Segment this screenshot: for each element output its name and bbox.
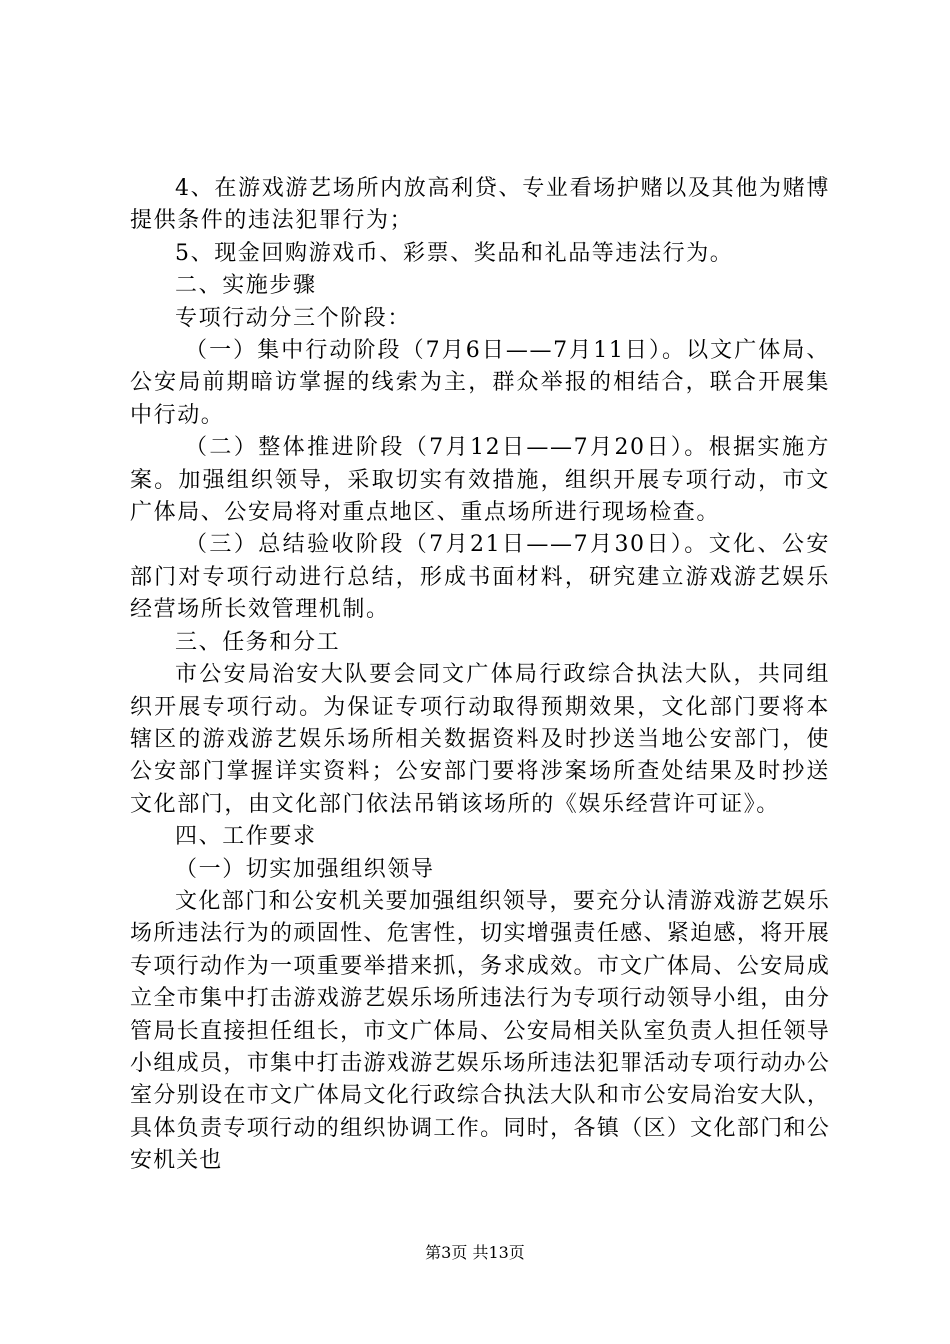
paragraph-stage-one: （一）集中行动阶段（7月6日——7月11日）。以文广体局、公安局前期暗访掌握的线索为主，群众举报的相结合，联合开展集中行动。 bbox=[130, 338, 830, 428]
section-heading-implementation-steps: 二、实施步骤 bbox=[175, 273, 317, 299]
section-heading-work-requirements: 四、工作要求 bbox=[175, 824, 317, 850]
page-number-footer: 第3页 共13页 bbox=[425, 1243, 525, 1262]
paragraph-organization: 文化部门和公安机关要加强组织领导，要充分认清游戏游艺娱乐场所违法行为的顽固性、危害性，切实增强责任感、紧迫感，将开展专项行动作为一项重要举措来抓，务求成效。市文广体局、公安局成立全市集中打击游戏游艺娱乐场所违法行为专项行动领导小组，由分管局长直接担任组长，市文广体局、公安局相关队室负责人担任领导小组成员，市集中打击游戏游艺娱乐场所违法犯罪活动专项行动办公室分别设在市文广体局文化行政综合执法大队和市公安局治安大队，具体负责专项行动的组织协调工作。同时，各镇（区）文化部门和公安机关也 bbox=[130, 888, 830, 1174]
paragraph-three-stages: 专项行动分三个阶段： bbox=[175, 305, 412, 331]
section-heading-tasks: 三、任务和分工 bbox=[175, 629, 341, 655]
subheading-organization: （一）切实加强组织领导 bbox=[175, 856, 435, 882]
paragraph-item-5: 5、现金回购游戏币、彩票、奖品和礼品等违法行为。 bbox=[175, 240, 734, 266]
document-body bbox=[130, 173, 830, 1178]
paragraph-stage-two: （二）整体推进阶段（7月12日——7月20日）。根据实施方案。加强组织领导，采取切实有效措施，组织开展专项行动，市文广体局、公安局将对重点地区、重点场所进行现场检查。 bbox=[130, 435, 830, 526]
paragraph-stage-three: （三）总结验收阶段（7月21日——7月30日）。文化、公安部门对专项行动进行总结，形成书面材料，研究建立游戏游艺娱乐经营场所长效管理机制。 bbox=[130, 532, 830, 623]
paragraph-tasks: 市公安局治安大队要会同文广体局行政综合执法大队，共同组织开展专项行动。为保证专项行动取得预期效果，文化部门要将本辖区的游戏游艺娱乐场所相关数据资料及时抄送当地公安部门，使公安部门掌握详实资料；公安部门要将涉案场所查处结果及时抄送文化部门，由文化部门依法吊销该场所的《娱乐经营许可证》。 bbox=[130, 662, 830, 817]
paragraph-item-4: 4、在游戏游艺场所内放高利贷、专业看场护赌以及其他为赌博提供条件的违法犯罪行为； bbox=[130, 176, 830, 234]
